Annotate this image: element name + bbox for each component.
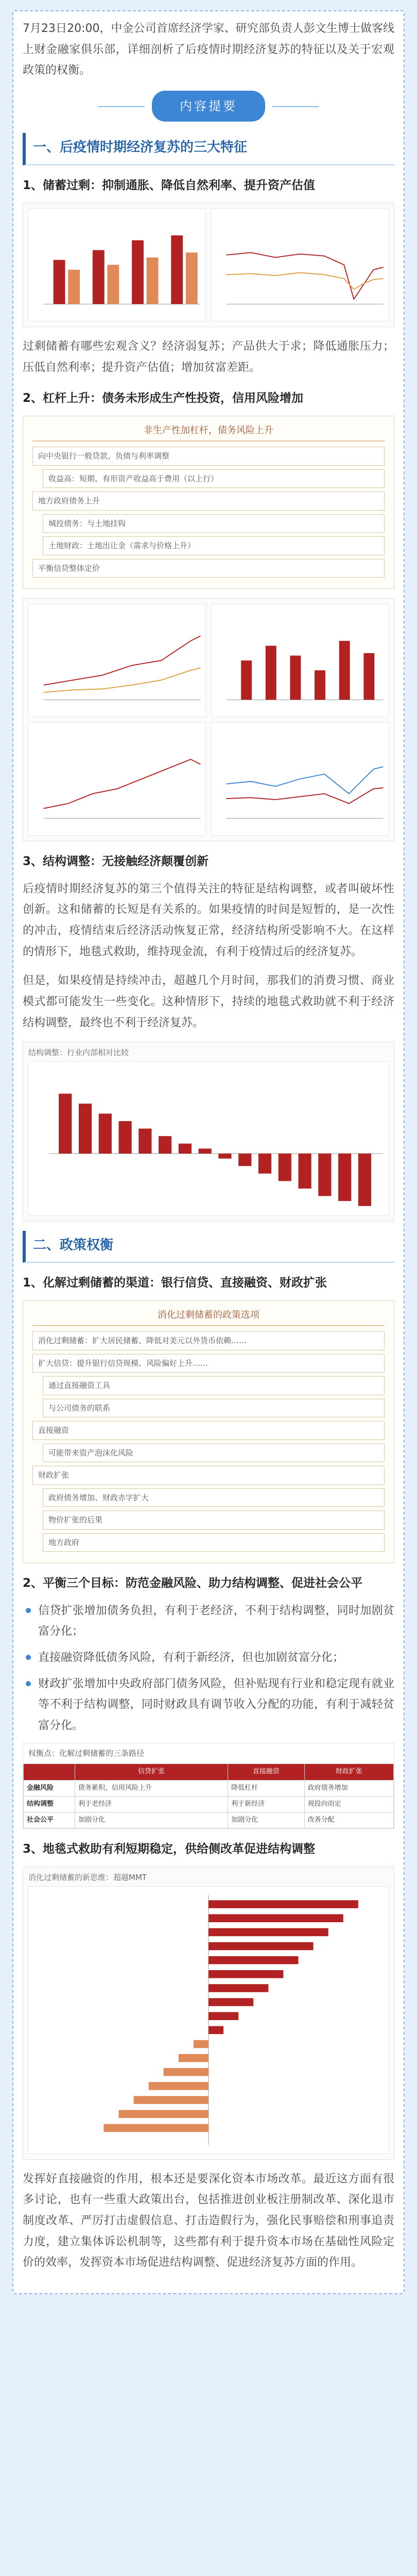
leverage-line-svg: [29, 604, 205, 717]
leverage-item-2: 地方政府债务上升: [32, 492, 385, 511]
leverage-line3-svg: [212, 723, 388, 835]
section1-sub1-para: 过剩储蓄有哪些宏观含义？经济弱复苏；产品供大于求；降低通胀压力；压低自然利率；提升资产估值；增加贫富差距。: [23, 340, 394, 374]
leverage-diagram: [23, 416, 394, 589]
structure-bar-chart: [28, 1061, 389, 1216]
tradeoff-table: [23, 1764, 394, 1828]
savings-options-head: 消化过剩储蓄的政策选项: [32, 1308, 385, 1326]
leverage-diagram-head: 非生产性加杠杆，债务风险上升: [32, 423, 385, 442]
leverage-line-chart: [28, 604, 206, 717]
savings-options-diagram: [23, 1300, 394, 1563]
table-cell: 金融风险: [24, 1780, 75, 1796]
outline-pill: 内容提要: [152, 91, 265, 122]
tradeoff-bullet-1: 直接融资降低债务风险，有利于新经济，但也加剧贫富分化；: [23, 1648, 394, 1669]
option-item-6: 财政扩张: [32, 1466, 385, 1485]
mmt-bar-title: 消化过剩储蓄的新思维：超越MMT: [28, 1872, 147, 1882]
section2-sub3-title: 3、地毯式救助有利短期稳定，供给侧改革促进结构调整: [23, 1842, 316, 1856]
table-cell: 社会公平: [24, 1812, 75, 1828]
table-cell: 视投向而定: [304, 1796, 393, 1812]
structure-bar-svg: [29, 1062, 388, 1215]
section1-sub2-title: 2、杠杆上升：债务未形成生产性投资，信用风险增加: [23, 392, 304, 405]
leverage-item-1: 收益高：短期、有形资产收益高于费用（以上行）: [43, 469, 385, 488]
structure-bar-figure: [23, 1042, 394, 1222]
option-item-8: 物价扩张的后果: [43, 1511, 385, 1530]
section1-sub3-para2: 但是，如果疫情是持续冲击，超越几个月时间，那我们的消费习惯、商业模式都可能发生一些变化。这种情形下，持续的地毯式救助就不利于经济结构调整，最终也不利于经济复苏。: [23, 974, 394, 1029]
leverage-bar-svg: [212, 604, 388, 717]
section2-sub1-title: 1、化解过剩储蓄的渠道：银行信贷、直接融资、财政扩张: [23, 1276, 327, 1290]
table-cell: 降低杠杆: [228, 1780, 305, 1796]
leverage-item-0: 向中央银行一般贷款、负债与利率调整: [32, 447, 385, 466]
section1-sub3-title: 3、结构调整：无接触经济颠覆创新: [23, 855, 209, 869]
table-header: [24, 1764, 75, 1780]
leverage-line2-svg: [29, 723, 205, 835]
leverage-line-chart-2: [28, 722, 206, 836]
option-item-9: 地方政府: [43, 1533, 385, 1552]
option-item-2: 通过直接融资工具: [43, 1376, 385, 1395]
table-cell: 债务累积，信用风险上升: [75, 1780, 228, 1796]
section2-sub2-title: 2、平衡三个目标：防范金融风险、助力结构调整、促进社会公平: [23, 1577, 363, 1590]
table-cell: 加剧分化: [75, 1812, 228, 1828]
option-item-4: 直接融资: [32, 1421, 385, 1440]
article-frame: [12, 10, 405, 2294]
option-item-3: 与公司债务的联系: [43, 1399, 385, 1418]
section1-sub3-para1: 后疫情时期经济复苏的第三个值得关注的特征是结构调整，或者叫破坏性创新。这和储蓄的长短是有关系的。如果疫情的时间是短暂的，是一次性的冲击，疫情结束后经济活动恢复正常，经济结构所受影响不大。在这样的情形下，地毯式救助，维持现金流，有利于疫情过后的经济复苏。: [23, 882, 394, 958]
table-header: 直接融资: [228, 1764, 305, 1780]
option-item-0: 消化过剩储蓄：扩大居民储蓄、降低对美元以外货币依赖……: [32, 1331, 385, 1350]
leverage-bar-chart: [211, 604, 389, 717]
savings-charts: [23, 202, 394, 327]
tradeoff-table-title: 权衡点：化解过剩储蓄的三条路径: [28, 1748, 145, 1758]
tradeoff-table-figure: [23, 1743, 394, 1829]
table-cell: 改善分配: [304, 1812, 393, 1828]
leverage-item-5: 平衡信贷整体定价: [32, 559, 385, 578]
savings-line-chart: [211, 208, 389, 321]
mmt-bar-svg: [29, 1887, 388, 2154]
section2-sub3-para: 发挥好直接融资的作用，根本还是要深化资本市场改革。最近这方面有很多讨论，也有一些重大政策出台，包括推进创业板注册制改革、深化退市制度改革、严厉打击虚假信息、打击造假行为，强化民事赔偿和刑事追责力度，建立集体诉讼机制等，这些都有利于提升资本市场在基础性风险定价的效率，发挥资本市场促进结构调整、促进经济复苏方面的作用。: [23, 2172, 394, 2269]
mmt-bar-figure: [23, 1867, 394, 2160]
tradeoff-bullet-0: 信贷扩张增加债务负担，有利于老经济，不利于结构调整，同时加剧贫富分化；: [23, 1601, 394, 1642]
outline-pill-wrap: [23, 91, 394, 122]
table-row: [24, 1796, 394, 1812]
leverage-item-4: 土地财政：土地出让金（需求与价格上升）: [43, 536, 385, 555]
mmt-bar-chart: [28, 1886, 389, 2154]
table-header: 信贷扩张: [75, 1764, 228, 1780]
table-cell: 利于新经济: [228, 1796, 305, 1812]
tradeoff-bullets: [23, 1601, 394, 1737]
section1-title: 一、后疫情时期经济复苏的三大特征: [23, 133, 394, 165]
tradeoff-bullet-2: 财政扩张增加中央政府部门债务风险，但补贴现有行业和稳定现有就业等不利于结构调整，同时财政具有调节收入分配的功能，有利于减轻贫富分化。: [23, 1674, 394, 1737]
savings-bar-chart: [28, 208, 206, 321]
table-row: [24, 1780, 394, 1796]
table-cell: 加剧分化: [228, 1812, 305, 1828]
leverage-item-3: 城投债务：与土地挂钩: [43, 514, 385, 533]
table-row: [24, 1812, 394, 1828]
table-cell: 利于老经济: [75, 1796, 228, 1812]
option-item-5: 可能带来资产泡沫化风险: [43, 1444, 385, 1463]
intro-paragraph: 7月23日20:00，中金公司首席经济学家、研究部负责人彭文生博士做客线上财金融家俱乐部，详细剖析了后疫情时期经济复苏的特征以及关于宏观政策的权衡。: [23, 22, 394, 77]
savings-bar-svg: [29, 209, 205, 321]
section1-sub1-title: 1、储蓄过剩：抑制通胀、降低自然利率、提升资产估值: [23, 178, 316, 192]
leverage-charts: [23, 598, 394, 841]
option-item-7: 政府债务增加、财政赤字扩大: [43, 1488, 385, 1507]
option-item-1: 扩大信贷：提升银行信贷规模、风险偏好上升……: [32, 1354, 385, 1373]
structure-bar-title: 结构调整：行业内部相对比较: [28, 1048, 129, 1058]
table-header: 财政扩张: [304, 1764, 393, 1780]
savings-line-svg: [212, 209, 388, 321]
leverage-line-chart-3: [211, 722, 389, 836]
table-cell: 政府债务增加: [304, 1780, 393, 1796]
section2-title: 二、政策权衡: [23, 1231, 394, 1263]
table-cell: 结构调整: [24, 1796, 75, 1812]
